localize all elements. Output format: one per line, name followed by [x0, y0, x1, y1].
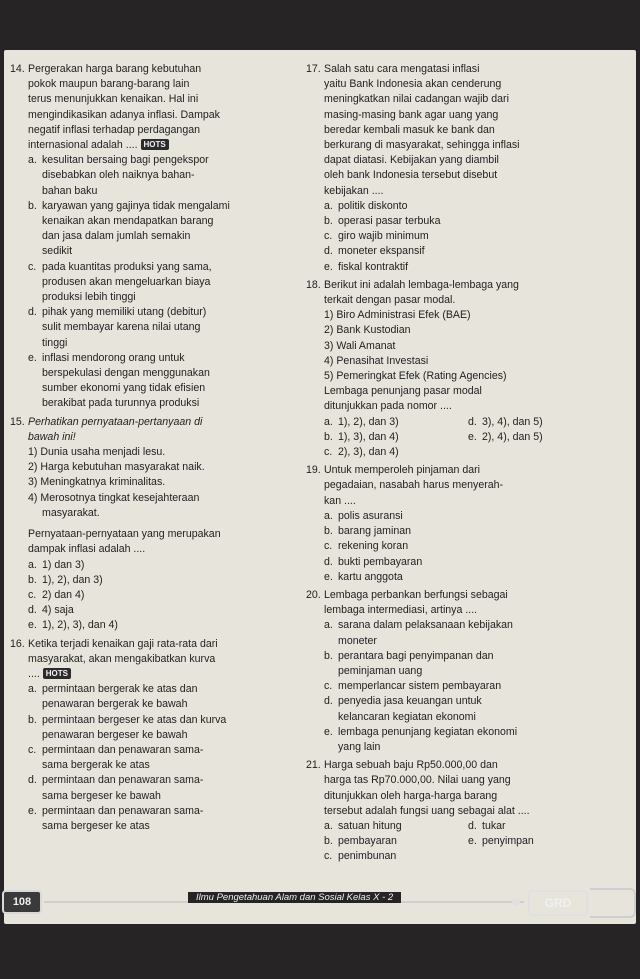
option-e[interactable]: e. 1), 2), 3), dan 4) — [28, 619, 118, 632]
question-15-body — [10, 445, 308, 633]
options-grid — [324, 819, 606, 865]
hots-badge: HOTS — [43, 668, 71, 679]
option-e[interactable]: e. fiskal kontraktif — [324, 260, 409, 273]
question-20: 20. Lembaga perbankan berfungsi sebagai lembaga intermediasi, artinya .... a. sarana dalam pelaksanaan kebijakan moneter b. perantara bagi penyimpanan dan peminjaman uang c. memperlancar sistem pembayaran d. penyedia jasa keuangan untuk kelancaran kegiatan ekonomi e. lembaga penunjang kegiatan ekonomi yang lain — [306, 588, 606, 755]
question-15 — [10, 415, 308, 445]
option-e[interactable]: e. permintaan dan penawaran sama- sama bergeser ke atas — [28, 804, 204, 832]
question-number: 14. — [10, 63, 25, 75]
question-text: bawah ini! — [28, 430, 76, 443]
option-a[interactable]: a. sarana dalam pelaksanaan kebijakan moneter — [324, 619, 513, 647]
question-14 — [10, 62, 308, 412]
question-19: 19. Untuk memperoleh pinjaman dari pegadaian, nasabah harus menyerah- kan .... a. polis asuransi b. barang jaminan c. rekening koran d. bukti pembayaran e. kartu anggota — [306, 463, 606, 585]
option-d[interactable]: d. 3), 4), dan 5) — [468, 415, 543, 428]
statement: 3) Wali Amanat — [324, 339, 396, 352]
option-c[interactable]: c. pada kuantitas produksi yang sama, produsen akan mengeluarkan biaya produksi lebih tinggi — [28, 260, 212, 304]
question-number: 18. — [306, 278, 321, 291]
question-number: 19. — [306, 464, 321, 477]
worksheet-page — [4, 50, 636, 924]
option-c[interactable]: c. 2), 3), dan 4) — [324, 446, 399, 459]
bullet-icon — [512, 898, 520, 906]
question-number: 21. — [306, 759, 321, 772]
option-a[interactable]: a. permintaan bergerak ke atas dan penawaran bergerak ke bawah — [28, 683, 198, 711]
statement: 1) Dunia usaha menjadi lesu. — [28, 446, 166, 459]
option-e[interactable]: e. kartu anggota — [324, 570, 403, 583]
question-text: negatif inflasi terhadap perdagangan — [28, 123, 200, 136]
option-b[interactable]: b. barang jaminan — [324, 525, 412, 538]
option-d[interactable]: d. moneter ekspansif — [324, 245, 425, 258]
question-text: pokok maupun barang-barang lain — [28, 78, 190, 91]
option-d[interactable]: d. tukar — [468, 819, 506, 832]
question-text: masyarakat, akan mengakibatkan kurva — [28, 652, 216, 665]
right-column — [306, 62, 606, 868]
left-column — [10, 62, 308, 837]
option-a[interactable]: a. kesulitan bersaing bagi pengekspor disebabkan oleh naiknya bahan- bahan baku — [28, 154, 209, 197]
question-18: 18. Berikut ini adalah lembaga-lembaga yang terkait dengan pasar modal. 1) Biro Administrasi Efek (BAE) 2) Bank Kustodian 3) Wali Amanat 4) Penasihat Investasi 5) Pemeringkat Efek (Rating Agencies) Lembaga penunjang pasar modal ditunjukkan pada nomor .... a. 1), 2), dan 3) d. 3), 4), dan 5) b. 1), 3), dan 4) e. 2), 4), dan 5) c. 2), 3), dan 4) — [306, 278, 606, 460]
book-title: Ilmu Pengetahuan Alam dan Sosial Kelas X - 2 — [188, 892, 401, 903]
option-b[interactable]: b. 1), 3), dan 4) — [324, 430, 399, 443]
statement: masyarakat. — [42, 506, 100, 519]
option-e[interactable]: e. inflasi mendorong orang untuk berspekulasi dengan menggunakan sumber ekonomi yang tidak efisien berakibat pada turunnya produksi — [28, 351, 210, 410]
question-prompt: Lembaga penunjang pasar modal — [324, 385, 482, 398]
option-e[interactable]: e. 2), 4), dan 5) — [468, 430, 543, 443]
option-d[interactable]: d. 4) saja — [28, 604, 74, 617]
question-text: Pergerakan harga barang kebutuhan — [28, 63, 202, 75]
statement: 4) Penasihat Investasi — [324, 354, 429, 367]
grade-badge: GRD — [528, 890, 588, 916]
badge-frame — [590, 888, 636, 918]
statement: 2) Harga kebutuhan masyarakat naik. — [28, 461, 205, 474]
question-number: 17. — [306, 63, 321, 75]
option-a[interactable]: a. polis asuransi — [324, 509, 403, 522]
question-text: Perhatikan pernyataan-pertanyaan di — [28, 415, 203, 428]
question-text: internasional adalah .... HOTS — [28, 138, 308, 153]
statement: 2) Bank Kustodian — [324, 324, 411, 337]
statement: 3) Meningkatnya kriminalitas. — [28, 476, 166, 489]
statement: 1) Biro Administrasi Efek (BAE) — [324, 309, 471, 322]
option-c[interactable]: c. giro wajib minimum — [324, 230, 429, 243]
option-e[interactable]: e. lembaga penunjang kegiatan ekonomi yang lain — [324, 725, 518, 753]
option-a[interactable]: a. 1), 2), dan 3) — [324, 415, 399, 428]
option-c[interactable]: c. penimbunan — [324, 850, 397, 863]
option-a[interactable]: a. satuan hitung — [324, 819, 402, 832]
option-d[interactable]: d. pihak yang memiliki utang (debitur) sulit membayar karena nilai utang tinggi — [28, 306, 207, 349]
option-b[interactable]: b. permintaan bergeser ke atas dan kurva penawaran bergeser ke bawah — [28, 713, 227, 741]
option-e[interactable]: e. penyimpan — [468, 835, 534, 848]
statement: 5) Pemeringkat Efek (Rating Agencies) — [324, 370, 507, 383]
hots-badge: HOTS — [141, 139, 169, 150]
page-number: 108 — [2, 890, 42, 914]
question-text: terus menunjukkan kenaikan. Hal ini — [28, 93, 199, 106]
option-b[interactable]: b. pembayaran — [324, 835, 397, 848]
page-footer — [0, 886, 640, 916]
statement: 4) Merosotnya tingkat kesejahteraan — [28, 491, 200, 504]
option-b[interactable]: b. perantara bagi penyimpanan dan peminjaman uang — [324, 649, 494, 677]
question-text: .... HOTS — [28, 667, 308, 682]
question-number: 20. — [306, 588, 321, 601]
question-number: 15. — [10, 415, 25, 428]
option-b[interactable]: b. 1), 2), dan 3) — [28, 573, 103, 586]
option-c[interactable]: c. 2) dan 4) — [28, 588, 85, 601]
option-c[interactable]: c. memperlancar sistem pembayaran — [324, 680, 502, 693]
option-b[interactable]: b. operasi pasar terbuka — [324, 215, 441, 228]
question-text: Ketika terjadi kenaikan gaji rata-rata dari — [28, 637, 218, 650]
option-c[interactable]: c. rekening koran — [324, 540, 409, 553]
question-number: 16. — [10, 637, 25, 650]
question-text: mengindikasikan adanya inflasi. Dampak — [28, 108, 220, 121]
options-grid — [324, 415, 606, 461]
option-c[interactable]: c. permintaan dan penawaran sama- sama bergerak ke atas — [28, 743, 204, 772]
option-a[interactable]: a. politik diskonto — [324, 199, 408, 212]
question-prompt: Pernyataan-pernyataan yang merupakan — [28, 528, 221, 541]
option-a[interactable]: a. 1) dan 3) — [28, 558, 85, 571]
question-16 — [10, 637, 308, 835]
option-b[interactable]: b. karyawan yang gajinya tidak mengalami kenaikan akan mendapatkan barang dan jasa dalam jumlah semakin sedikit — [28, 199, 230, 258]
question-prompt: dampak inflasi adalah .... — [28, 543, 146, 556]
question-prompt: ditunjukkan pada nomor .... — [324, 400, 452, 413]
option-d[interactable]: d. permintaan dan penawaran sama- sama bergeser ke bawah — [28, 774, 204, 802]
question-17: 17. Salah satu cara mengatasi inflasi yaitu Bank Indonesia akan cenderung meningkatkan nilai cadangan wajib dari masing-masing bank agar uang yang beredar kembali masuk ke bank dan berkurang di masyarakat, sehingga inflasi dapat diatasi. Kebijakan yang diambil oleh bank Indonesia tersebut disebut kebijakan .... a. politik diskonto b. operasi pasar terbuka c. giro wajib minimum d. moneter ekspansif e. fiskal kontraktif — [306, 62, 606, 275]
option-d[interactable]: d. penyedia jasa keuangan untuk kelancaran kegiatan ekonomi — [324, 695, 482, 723]
question-21: 21. Harga sebuah baju Rp50.000,00 dan harga tas Rp70.000,00. Nilai uang yang ditunjukkan oleh harga-harga barang tersebut adalah fungsi uang sebagai alat .... a. satuan hitung d. tukar b. pembayaran e. penyimpan c. penimbunan — [306, 758, 606, 864]
option-d[interactable]: d. bukti pembayaran — [324, 555, 423, 568]
